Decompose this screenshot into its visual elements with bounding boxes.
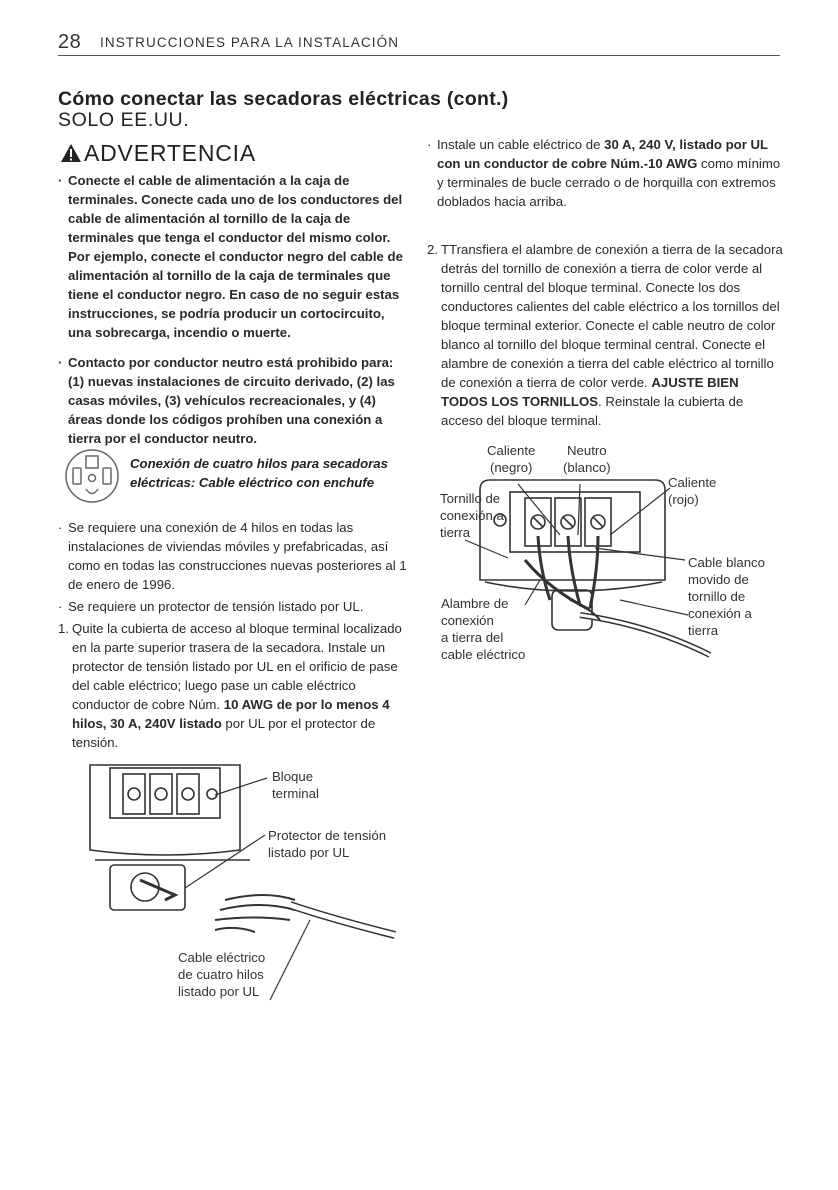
warning-bullet-2: · Contacto por conductor neutro está prohibido para: (1) nuevas instalaciones de circuito derivado, (2) las casas móviles, (3) vehículos recreacionales, y (4) áreas donde los códigos prohíben una conexión a tierra por el conductor neutro. bbox=[58, 355, 395, 446]
section-title: Cómo conectar las secadoras eléctricas (cont.) bbox=[58, 88, 509, 110]
label-neutral: Neutro (blanco) bbox=[563, 443, 611, 475]
label-ground-wire: Alambre de conexión a tierra del cable eléctrico bbox=[441, 596, 526, 662]
four-prong-plug-icon bbox=[64, 448, 120, 504]
step-2-bold: AJUSTE BIEN TODOS LOS TORNILLOS bbox=[441, 375, 739, 409]
label-ground-screw: Tornillo de conexión a tierra bbox=[440, 491, 504, 540]
right-bullet-1-text-a: Instale un cable eléctrico de bbox=[437, 137, 605, 152]
step-1-text-a: Quite la cubierta de acceso al bloque terminal localizado en la parte superior trasera de la secadora. Instale un protector de tensión listado por UL en el orificio de pase del cable eléctrico; luego pase un cable eléctrico conductor de cobre Núm. bbox=[72, 621, 402, 712]
warning-bullet-2-text: Contacto por conductor neutro está prohibido para: (1) nuevas instalaciones de circuito derivado, (2) las casas móviles, (3) vehículos recreacionales, y (4) áreas donde los códigos prohíben una conexión a tierra por el conductor neutro. bbox=[68, 355, 395, 446]
right-bullet-1-bold: 30 A, 240 V, listado por UL con un conductor de cobre Núm.-10 AWG bbox=[437, 137, 768, 171]
left-bullet-1: · Se requiere una conexión de 4 hilos en todas las instalaciones de viviendas móviles y prefabricadas, así como en todas las construcciones nuevas posteriores al 1 de enero de 1996. bbox=[58, 520, 407, 592]
step-1-number: 1. bbox=[58, 621, 69, 636]
warning-heading bbox=[60, 138, 256, 168]
page-header-title: INSTRUCCIONES PARA LA INSTALACIÓN bbox=[100, 35, 400, 50]
step-2-number: 2. bbox=[427, 242, 438, 257]
page-number: 28 bbox=[58, 31, 82, 53]
step-2 bbox=[427, 240, 787, 430]
step-2-text: TTransfiera el alambre de conexión a tierra de la secadora detrás del tornillo de conexión a tierra de color verde al tornillo central del bloque terminal. Conecte los dos conductores calientes del cable eléctrico a los tornillos del bloque terminal exterior. Conecte el cable neutro de color blanco al tornillo del bloque terminal central. Conecte el alambre de conexión a tierra del cable eléctrico al tornillo de conexión a tierra de color verde. bbox=[441, 242, 783, 390]
step-1 bbox=[58, 619, 408, 752]
step-1-text-b: por UL por el protector de tensión. bbox=[72, 716, 376, 750]
step-1-bold: 10 AWG de por lo menos 4 hilos, 30 A, 240V listado bbox=[72, 697, 390, 731]
right-bullet-1: · Instale un cable eléctrico de 30 A, 240 V, listado por UL con un conductor de cobre Núm.-10 AWG como mínimo y terminales de bucle cerrado o de horquilla con extremos doblados hacia arriba. bbox=[427, 137, 781, 209]
warning-title: ADVERTENCIA bbox=[84, 139, 256, 166]
label-white-wire: Cable blanco movido de tornillo de conexión a tierra bbox=[688, 555, 765, 638]
label-hot-black: Caliente (negro) bbox=[487, 443, 536, 475]
plug-caption: Conexión de cuatro hilos para secadoras eléctricas: Cable eléctrico con enchufe bbox=[130, 456, 388, 490]
label-hot-red: Caliente (rojo) bbox=[668, 475, 717, 507]
label-terminal-block: Bloque terminal bbox=[272, 769, 319, 801]
warning-bullet-1: · Conecte el cable de alimentación a la caja de terminales. Conecte cada uno de los conductores del cable de alimentación al tornillo de la caja de terminales que tenga el conductor del mismo color. Por ejemplo, conecte el conductor negro del cable de alimentación al tornillo de la caja de terminales que tiene el conductor negro. En caso de no seguir estas instrucciones, se podría producir un cortocircuito, una sobrecarga, incendio o muerte. bbox=[58, 173, 403, 340]
left-bullet-2-text: Se requiere un protector de tensión listado por UL. bbox=[68, 599, 364, 614]
header-rule bbox=[58, 55, 780, 56]
label-strain-relief: Protector de tensión listado por UL bbox=[268, 828, 387, 860]
step-2-text-b: . Reinstale la cubierta de acceso del bloque terminal. bbox=[441, 394, 744, 428]
right-bullet-1-text-b: como mínimo y terminales de bucle cerrado o de horquilla con extremos doblados hacia arriba. bbox=[437, 156, 781, 209]
section-subtitle: SOLO EE.UU. bbox=[58, 109, 190, 131]
warning-triangle-icon bbox=[60, 143, 82, 163]
left-bullet-2: · Se requiere un protector de tensión listado por UL. bbox=[58, 599, 364, 614]
warning-bullet-1-text: Conecte el cable de alimentación a la caja de terminales. Conecte cada uno de los conductores del cable de alimentación al tornillo de la caja de terminales que tenga el conductor del mismo color. Por ejemplo, conecte el conductor negro del cable de alimentación al tornillo de la caja de terminales que tiene el conductor negro. En caso de no seguir estas instrucciones, se podría producir un cortocircuito, una sobrecarga, incendio o muerte. bbox=[68, 173, 403, 340]
left-bullet-1-text: Se requiere una conexión de 4 hilos en todas las instalaciones de viviendas móviles y prefabricadas, así como en todas las construcciones nuevas posteriores al 1 de enero de 1996. bbox=[68, 520, 407, 592]
label-power-cord: Cable eléctrico de cuatro hilos listado por UL bbox=[178, 950, 266, 999]
